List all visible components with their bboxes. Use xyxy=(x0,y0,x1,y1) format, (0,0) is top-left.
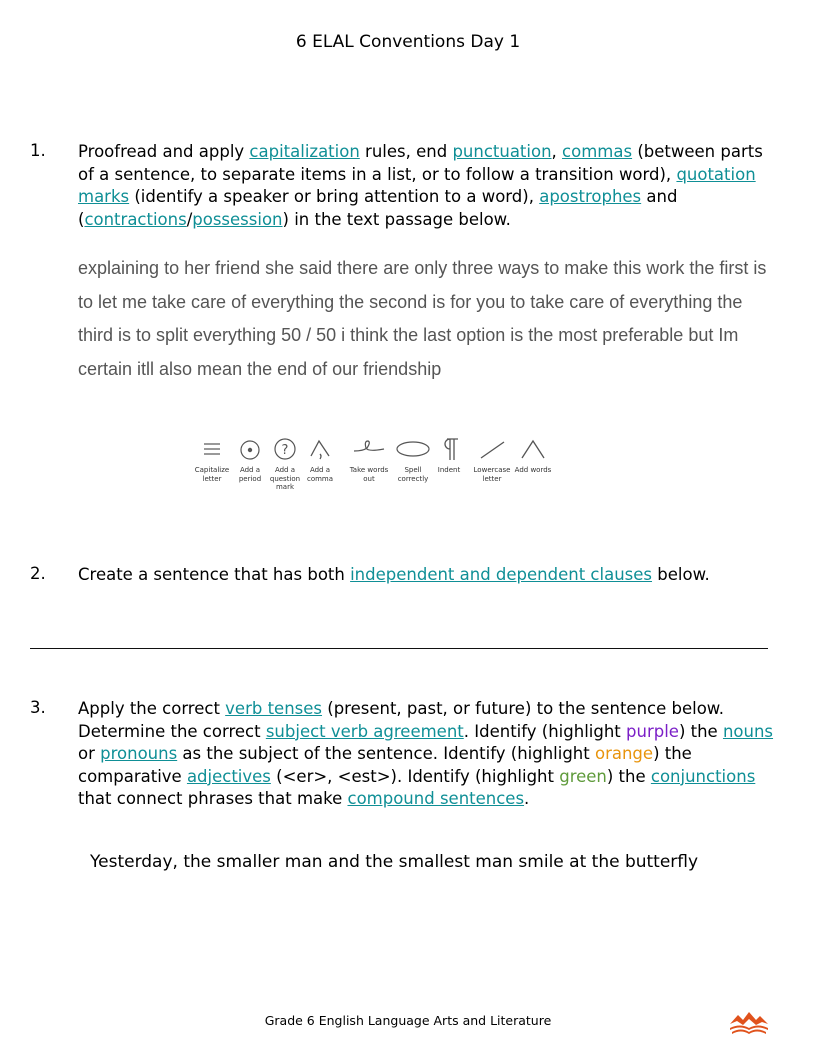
pronouns-link[interactable]: pronouns xyxy=(100,744,178,763)
conjunctions-link[interactable]: conjunctions xyxy=(650,766,756,786)
symbol-add-words: Add words xyxy=(511,436,555,475)
symbol-comma: Add a comma xyxy=(298,436,342,483)
slash-icon xyxy=(477,436,507,462)
quotation-marks-link[interactable]: quotation marks xyxy=(78,164,756,206)
paragraph-icon xyxy=(434,436,464,462)
symbol-spell: Spell correctly xyxy=(391,436,435,483)
mountain-book-logo-icon xyxy=(728,1010,770,1036)
circled-question-icon xyxy=(270,436,300,462)
caret-icon xyxy=(518,436,548,462)
green-word: green xyxy=(559,766,607,786)
verb-tenses-link[interactable]: verb tenses xyxy=(225,699,323,718)
nouns-link[interactable]: nouns xyxy=(722,721,774,741)
caret-comma-icon xyxy=(305,436,335,462)
punctuation-link[interactable]: punctuation xyxy=(452,142,552,161)
svg-text:?: ? xyxy=(281,443,289,458)
symbol-capitalize: Capitalize letter xyxy=(190,436,234,483)
page-title: 6 ELAL Conventions Day 1 xyxy=(295,32,521,52)
triple-underline-icon xyxy=(197,436,227,462)
possession-link[interactable]: possession xyxy=(192,209,283,229)
answer-line[interactable] xyxy=(30,648,768,649)
orange-word: orange xyxy=(594,744,654,763)
commas-link[interactable]: commas xyxy=(562,142,633,161)
symbol-question-mark: ? Add a question mark xyxy=(263,436,307,492)
clauses-link[interactable]: independent and dependent clauses xyxy=(350,565,653,584)
delete-loop-icon xyxy=(351,436,387,462)
apostrophes-link[interactable]: apostrophes xyxy=(539,187,642,206)
capitalization-link[interactable]: capitalization xyxy=(249,142,360,161)
subject-verb-agreement-link[interactable]: subject verb agreement xyxy=(265,721,464,741)
purple-word: purple xyxy=(626,721,679,741)
symbol-period: Add a period xyxy=(228,436,272,483)
circled-dot-icon xyxy=(235,436,265,462)
contractions-link[interactable]: contractions xyxy=(84,209,187,229)
question-2-number: 2. xyxy=(30,564,46,583)
symbol-lowercase: Lowercase letter xyxy=(470,436,514,483)
text-passage: explaining to her friend she said there are only three ways to make this work the first is to let me take care of everything the second is for you to take care of everything the third is to split everything 50 / 50 i think the last option is the most preferable but Im certain itll also mean the end of our friendship xyxy=(78,258,767,379)
question-3-number: 3. xyxy=(30,698,46,717)
symbol-indent: Indent xyxy=(427,436,471,475)
logo xyxy=(728,1010,770,1040)
footer-text: Grade 6 English Language Arts and Literature xyxy=(264,1013,552,1028)
question-1-text: Proofread and apply capitalization rules, end punctuation, commas (between parts of a sentence, to separate items in a list, or to follow a transition word), quotation marks (identify a speaker or bring attention to a word), apostrophes and (contractions/possession) in the text passage below. xyxy=(78,142,763,229)
practice-sentence: Yesterday, the smaller man and the smallest man smile at the butterfly xyxy=(90,852,699,872)
question-2-text: Create a sentence that has both independent and dependent clauses below. xyxy=(78,565,710,584)
proofreading-symbols xyxy=(190,436,555,500)
symbol-delete: Take words out xyxy=(347,436,391,483)
adjectives-link[interactable]: adjectives xyxy=(186,766,271,786)
question-1-number: 1. xyxy=(30,141,46,160)
compound-sentences-link[interactable]: compound sentences xyxy=(347,789,525,808)
question-3-text: Apply the correct verb tenses (present, past, or future) to the sentence below. Determine the correct subject verb agreement. Identify (highlight purple) the nouns or pronouns as the subject of the sentence. Identify (highlight orange) the comparative adjectives (<er>, <est>). Identify (highlight green) the conjunctions that connect phrases that make compound sentences. xyxy=(78,699,774,808)
